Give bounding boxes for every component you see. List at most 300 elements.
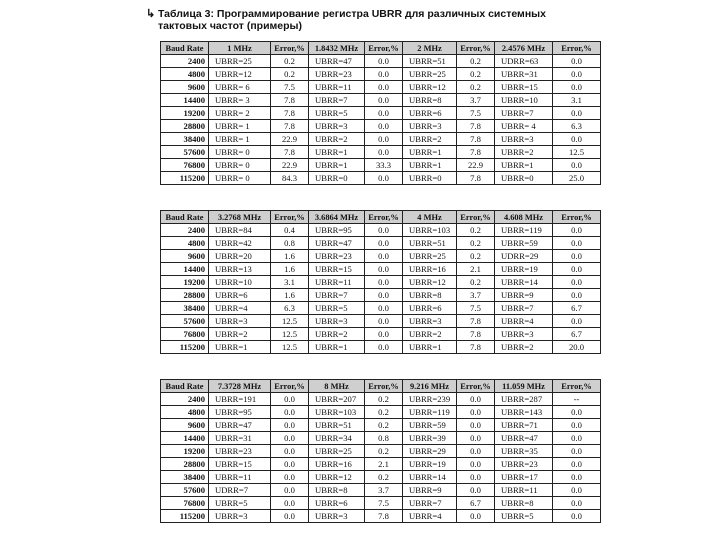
baud-rate-cell: 76800 — [161, 497, 209, 510]
error-cell: 0.2 — [365, 393, 403, 406]
ubrr-value-cell: UBRR=3 — [495, 133, 553, 146]
ubrr-value-cell: UBRR=95 — [209, 406, 271, 419]
ubrr-value-cell: UBRR=7 — [309, 289, 365, 302]
header-frequency: 11.059 MHz — [495, 380, 553, 393]
header-error: Error,% — [553, 211, 601, 224]
ubrr-value-cell: UBRR=8 — [309, 484, 365, 497]
ubrr-value-cell: UBRR=42 — [209, 237, 271, 250]
header-row — [161, 42, 601, 55]
baud-rate-cell: 115200 — [161, 510, 209, 523]
error-cell: 0.0 — [457, 432, 495, 445]
header-frequency: 8 MHz — [309, 380, 365, 393]
ubrr-value-cell: UBRR=47 — [309, 237, 365, 250]
error-cell: 0.0 — [553, 419, 601, 432]
ubrr-value-cell: UBRR=51 — [309, 419, 365, 432]
header-error: Error,% — [553, 380, 601, 393]
ubrr-value-cell: UBRR= 0 — [209, 146, 271, 159]
ubrr-value-cell: UBRR=3 — [209, 315, 271, 328]
ubrr-value-cell: UBRR=15 — [209, 458, 271, 471]
ubrr-value-cell: UBRR=15 — [495, 81, 553, 94]
error-cell: 12.5 — [553, 146, 601, 159]
baud-rate-cell: 76800 — [161, 328, 209, 341]
ubrr-value-cell: UBRR=95 — [309, 224, 365, 237]
error-cell: 0.0 — [271, 484, 309, 497]
error-cell: 0.0 — [553, 159, 601, 172]
error-cell: 0.0 — [365, 94, 403, 107]
header-error: Error,% — [365, 42, 403, 55]
error-cell: 0.0 — [365, 250, 403, 263]
error-cell: 6.3 — [271, 302, 309, 315]
baud-rate-cell: 14400 — [161, 432, 209, 445]
baud-rate-cell: 76800 — [161, 159, 209, 172]
error-cell: 0.0 — [271, 458, 309, 471]
error-cell: 0.2 — [271, 68, 309, 81]
table-row — [161, 419, 601, 432]
ubrr-value-cell: UBRR=23 — [309, 68, 365, 81]
ubrr-value-cell: UBRR=23 — [209, 445, 271, 458]
error-cell: 22.9 — [271, 133, 309, 146]
header-frequency: 3.6864 MHz — [309, 211, 365, 224]
error-cell: 0.0 — [365, 55, 403, 68]
error-cell: 0.0 — [457, 471, 495, 484]
error-cell: 0.0 — [271, 497, 309, 510]
ubrr-value-cell: UBRR=13 — [209, 263, 271, 276]
header-frequency: 9.216 MHz — [403, 380, 457, 393]
ubrr-value-cell: UBRR=1 — [403, 341, 457, 354]
ubrr-value-cell: UBRR=31 — [209, 432, 271, 445]
ubrr-value-cell: UBRR=1 — [209, 341, 271, 354]
error-cell: 0.0 — [365, 263, 403, 276]
ubrr-value-cell: UBRR=6 — [309, 497, 365, 510]
ubrr-value-cell: UBRR=103 — [309, 406, 365, 419]
baud-rate-cell: 115200 — [161, 341, 209, 354]
ubrr-table-1 — [160, 41, 601, 185]
ubrr-value-cell: UBRR=9 — [403, 484, 457, 497]
error-cell: 12.5 — [271, 341, 309, 354]
error-cell: 0.0 — [365, 68, 403, 81]
error-cell: 7.5 — [457, 302, 495, 315]
error-cell: 0.0 — [553, 237, 601, 250]
error-cell: 1.6 — [271, 250, 309, 263]
ubrr-value-cell: UBRR=25 — [403, 250, 457, 263]
baud-rate-cell: 4800 — [161, 406, 209, 419]
ubrr-value-cell: UBRR=1 — [495, 159, 553, 172]
error-cell: 7.8 — [457, 120, 495, 133]
error-cell: 33.3 — [365, 159, 403, 172]
error-cell: 3.7 — [365, 484, 403, 497]
error-cell: 7.8 — [457, 341, 495, 354]
baud-rate-cell: 57600 — [161, 146, 209, 159]
error-cell: 6.7 — [457, 497, 495, 510]
error-cell: 0.0 — [553, 445, 601, 458]
ubrr-value-cell: UBRR=3 — [309, 510, 365, 523]
error-cell: 25.0 — [553, 172, 601, 185]
error-cell: 7.8 — [271, 120, 309, 133]
ubrr-value-cell: UBRR=71 — [495, 419, 553, 432]
error-cell: -- — [553, 393, 601, 406]
error-cell: 0.0 — [553, 484, 601, 497]
ubrr-value-cell: UBRR=8 — [403, 94, 457, 107]
ubrr-value-cell: UBRR= 0 — [209, 159, 271, 172]
header-frequency: 3.2768 MHz — [209, 211, 271, 224]
header-error: Error,% — [553, 42, 601, 55]
table-row — [161, 276, 601, 289]
ubrr-value-cell: UBRR=59 — [495, 237, 553, 250]
ubrr-value-cell: UBRR=23 — [309, 250, 365, 263]
table-row — [161, 81, 601, 94]
table-row — [161, 341, 601, 354]
error-cell: 0.2 — [365, 419, 403, 432]
ubrr-value-cell: UBRR=14 — [495, 276, 553, 289]
error-cell: 20.0 — [553, 341, 601, 354]
ubrr-value-cell: UBRR=35 — [495, 445, 553, 458]
ubrr-value-cell: UBRR= 6 — [209, 81, 271, 94]
error-cell: 0.0 — [553, 471, 601, 484]
ubrr-value-cell: UBRR=0 — [403, 172, 457, 185]
baud-rate-cell: 2400 — [161, 224, 209, 237]
error-cell: 7.5 — [271, 81, 309, 94]
ubrr-value-cell: UBRR=0 — [309, 172, 365, 185]
header-baud-rate: Baud Rate — [161, 211, 209, 224]
header-row — [161, 211, 601, 224]
error-cell: 0.0 — [457, 393, 495, 406]
ubrr-value-cell: UBRR=59 — [403, 419, 457, 432]
ubrr-value-cell: UBRR=9 — [495, 289, 553, 302]
ubrr-value-cell: UBRR=84 — [209, 224, 271, 237]
ubrr-value-cell: UBRR=5 — [309, 107, 365, 120]
ubrr-value-cell: UBRR=19 — [495, 263, 553, 276]
error-cell: 1.6 — [271, 289, 309, 302]
error-cell: 0.0 — [365, 276, 403, 289]
ubrr-value-cell: UBRR=119 — [403, 406, 457, 419]
error-cell: 1.6 — [271, 263, 309, 276]
ubrr-value-cell: UBRR=0 — [495, 172, 553, 185]
ubrr-value-cell: UBRR=25 — [209, 55, 271, 68]
ubrr-value-cell: UBRR= 4 — [495, 120, 553, 133]
error-cell: 7.8 — [271, 107, 309, 120]
ubrr-value-cell: UBRR=3 — [209, 510, 271, 523]
table-row — [161, 133, 601, 146]
ubrr-value-cell: UBRR=7 — [495, 302, 553, 315]
table-row — [161, 510, 601, 523]
error-cell: 0.0 — [553, 497, 601, 510]
baud-rate-cell: 9600 — [161, 419, 209, 432]
error-cell: 0.0 — [365, 315, 403, 328]
bullet-icon: ↳ — [146, 8, 156, 20]
ubrr-value-cell: UBRR=1 — [403, 159, 457, 172]
table-row — [161, 497, 601, 510]
error-cell: 0.2 — [457, 81, 495, 94]
error-cell: 7.8 — [457, 133, 495, 146]
error-cell: 0.0 — [553, 315, 601, 328]
header-frequency: 4.608 MHz — [495, 211, 553, 224]
ubrr-value-cell: UBRR=47 — [495, 432, 553, 445]
error-cell: 0.0 — [271, 445, 309, 458]
error-cell: 0.0 — [365, 107, 403, 120]
ubrr-value-cell: UBRR= 0 — [209, 172, 271, 185]
baud-rate-cell: 9600 — [161, 250, 209, 263]
ubrr-value-cell: UBRR=10 — [209, 276, 271, 289]
error-cell: 0.0 — [271, 406, 309, 419]
ubrr-value-cell: UBRR=5 — [209, 497, 271, 510]
baud-rate-cell: 9600 — [161, 81, 209, 94]
baud-rate-cell: 19200 — [161, 107, 209, 120]
ubrr-value-cell: UBRR=11 — [309, 276, 365, 289]
error-cell: 0.0 — [553, 107, 601, 120]
error-cell: 0.4 — [271, 224, 309, 237]
ubrr-table-2 — [160, 210, 601, 354]
ubrr-value-cell: UBRR=3 — [309, 120, 365, 133]
baud-rate-cell: 28800 — [161, 120, 209, 133]
baud-rate-cell: 2400 — [161, 55, 209, 68]
ubrr-value-cell: UBRR=51 — [403, 55, 457, 68]
error-cell: 3.7 — [457, 289, 495, 302]
ubrr-value-cell: UBRR=191 — [209, 393, 271, 406]
table-row — [161, 458, 601, 471]
ubrr-value-cell: UBRR=8 — [403, 289, 457, 302]
header-error: Error,% — [271, 380, 309, 393]
ubrr-value-cell: UBRR=29 — [403, 445, 457, 458]
ubrr-value-cell: UBRR=11 — [209, 471, 271, 484]
ubrr-value-cell: UBRR=6 — [209, 289, 271, 302]
error-cell: 6.7 — [553, 328, 601, 341]
ubrr-value-cell: UBRR=17 — [495, 471, 553, 484]
error-cell: 0.0 — [365, 146, 403, 159]
baud-rate-cell: 115200 — [161, 172, 209, 185]
ubrr-value-cell: UBRR=1 — [403, 146, 457, 159]
header-frequency: 2.4576 MHz — [495, 42, 553, 55]
ubrr-value-cell: UBRR=5 — [495, 510, 553, 523]
error-cell: 0.0 — [271, 393, 309, 406]
ubrr-value-cell: UBRR=143 — [495, 406, 553, 419]
header-frequency: 4 MHz — [403, 211, 457, 224]
error-cell: 0.0 — [365, 237, 403, 250]
ubrr-value-cell: UBRR=4 — [495, 315, 553, 328]
ubrr-value-cell: UBRR=16 — [403, 263, 457, 276]
ubrr-value-cell: UBRR= 2 — [209, 107, 271, 120]
ubrr-value-cell: UBRR=4 — [403, 510, 457, 523]
error-cell: 0.0 — [365, 81, 403, 94]
ubrr-value-cell: UBRR=12 — [209, 68, 271, 81]
ubrr-table-3 — [160, 379, 601, 523]
error-cell: 0.0 — [365, 224, 403, 237]
error-cell: 2.1 — [457, 263, 495, 276]
error-cell: 0.0 — [553, 55, 601, 68]
error-cell: 7.8 — [457, 146, 495, 159]
error-cell: 0.0 — [553, 276, 601, 289]
error-cell: 0.0 — [457, 484, 495, 497]
error-cell: 6.7 — [553, 302, 601, 315]
header-error: Error,% — [365, 211, 403, 224]
error-cell: 0.0 — [553, 224, 601, 237]
error-cell: 7.8 — [457, 328, 495, 341]
error-cell: 0.0 — [365, 302, 403, 315]
error-cell: 0.0 — [457, 445, 495, 458]
ubrr-value-cell: UBRR=2 — [495, 146, 553, 159]
table-row — [161, 120, 601, 133]
ubrr-value-cell: UDRR=7 — [209, 484, 271, 497]
ubrr-value-cell: UBRR=47 — [209, 419, 271, 432]
error-cell: 0.0 — [553, 510, 601, 523]
header-baud-rate: Baud Rate — [161, 42, 209, 55]
error-cell: 7.8 — [457, 172, 495, 185]
error-cell: 0.0 — [553, 250, 601, 263]
error-cell: 84.3 — [271, 172, 309, 185]
error-cell: 0.0 — [553, 68, 601, 81]
ubrr-value-cell: UBRR=7 — [403, 497, 457, 510]
error-cell: 0.0 — [553, 289, 601, 302]
error-cell: 0.2 — [271, 55, 309, 68]
ubrr-value-cell: UBRR=1 — [309, 159, 365, 172]
baud-rate-cell: 2400 — [161, 393, 209, 406]
error-cell: 0.0 — [553, 432, 601, 445]
baud-rate-cell: 19200 — [161, 445, 209, 458]
table-row — [161, 445, 601, 458]
header-frequency: 1 MHz — [209, 42, 271, 55]
baud-rate-cell: 19200 — [161, 276, 209, 289]
error-cell: 0.0 — [457, 406, 495, 419]
ubrr-value-cell: UBRR=3 — [309, 315, 365, 328]
header-error: Error,% — [365, 380, 403, 393]
error-cell: 0.2 — [457, 276, 495, 289]
table-row — [161, 172, 601, 185]
error-cell: 0.0 — [457, 458, 495, 471]
error-cell: 0.0 — [553, 81, 601, 94]
ubrr-value-cell: UDRR=63 — [495, 55, 553, 68]
ubrr-value-cell: UBRR=103 — [403, 224, 457, 237]
ubrr-value-cell: UBRR=2 — [403, 133, 457, 146]
error-cell: 0.2 — [365, 406, 403, 419]
ubrr-value-cell: UBRR=2 — [309, 133, 365, 146]
ubrr-value-cell: UBRR=19 — [403, 458, 457, 471]
ubrr-value-cell: UBRR=239 — [403, 393, 457, 406]
error-cell: 0.0 — [553, 458, 601, 471]
ubrr-value-cell: UBRR=2 — [403, 328, 457, 341]
error-cell: 0.2 — [457, 237, 495, 250]
error-cell: 2.1 — [365, 458, 403, 471]
baud-rate-cell: 57600 — [161, 315, 209, 328]
table-row — [161, 159, 601, 172]
error-cell: 0.0 — [457, 419, 495, 432]
ubrr-value-cell: UBRR=6 — [403, 302, 457, 315]
error-cell: 0.0 — [271, 419, 309, 432]
error-cell: 0.0 — [365, 133, 403, 146]
ubrr-value-cell: UBRR=1 — [309, 341, 365, 354]
ubrr-value-cell: UBRR=14 — [403, 471, 457, 484]
table-row — [161, 224, 601, 237]
error-cell: 0.0 — [457, 510, 495, 523]
table-row — [161, 471, 601, 484]
table-row — [161, 315, 601, 328]
baud-rate-cell: 28800 — [161, 289, 209, 302]
error-cell: 0.0 — [365, 328, 403, 341]
table-row — [161, 302, 601, 315]
error-cell: 6.3 — [553, 120, 601, 133]
ubrr-value-cell: UBRR=34 — [309, 432, 365, 445]
ubrr-value-cell: UBRR=39 — [403, 432, 457, 445]
table-row — [161, 237, 601, 250]
ubrr-value-cell: UBRR=2 — [495, 341, 553, 354]
ubrr-value-cell: UBRR=25 — [403, 68, 457, 81]
ubrr-value-cell: UBRR=3 — [403, 120, 457, 133]
ubrr-value-cell: UBRR=287 — [495, 393, 553, 406]
baud-rate-cell: 57600 — [161, 484, 209, 497]
ubrr-value-cell: UBRR=47 — [309, 55, 365, 68]
error-cell: 0.2 — [365, 471, 403, 484]
ubrr-value-cell: UBRR=12 — [403, 276, 457, 289]
document-title — [146, 8, 628, 32]
table-row — [161, 393, 601, 406]
ubrr-value-cell: UBRR=25 — [309, 445, 365, 458]
error-cell: 0.0 — [365, 120, 403, 133]
table-row — [161, 328, 601, 341]
error-cell: 3.1 — [553, 94, 601, 107]
error-cell: 12.5 — [271, 328, 309, 341]
ubrr-value-cell: UBRR= 3 — [209, 94, 271, 107]
table-row — [161, 289, 601, 302]
error-cell: 0.8 — [271, 237, 309, 250]
error-cell: 22.9 — [271, 159, 309, 172]
baud-rate-cell: 38400 — [161, 302, 209, 315]
error-cell: 12.5 — [271, 315, 309, 328]
error-cell: 7.8 — [457, 315, 495, 328]
error-cell: 0.0 — [553, 133, 601, 146]
ubrr-value-cell: UBRR= 1 — [209, 133, 271, 146]
table-row — [161, 107, 601, 120]
ubrr-value-cell: UBRR=23 — [495, 458, 553, 471]
error-cell: 0.2 — [457, 250, 495, 263]
ubrr-value-cell: UBRR=8 — [495, 497, 553, 510]
table-row — [161, 55, 601, 68]
ubrr-value-cell: UBRR=15 — [309, 263, 365, 276]
ubrr-value-cell: UBRR=6 — [403, 107, 457, 120]
header-error: Error,% — [457, 211, 495, 224]
ubrr-value-cell: UBRR=16 — [309, 458, 365, 471]
ubrr-value-cell: UBRR=11 — [309, 81, 365, 94]
error-cell: 3.1 — [271, 276, 309, 289]
error-cell: 0.0 — [365, 289, 403, 302]
ubrr-value-cell: UBRR=7 — [309, 94, 365, 107]
error-cell: 0.0 — [271, 510, 309, 523]
baud-rate-cell: 14400 — [161, 94, 209, 107]
error-cell: 7.8 — [365, 510, 403, 523]
table-row — [161, 263, 601, 276]
ubrr-value-cell: UBRR=11 — [495, 484, 553, 497]
ubrr-value-cell: UBRR=51 — [403, 237, 457, 250]
ubrr-value-cell: UBRR=119 — [495, 224, 553, 237]
error-cell: 0.0 — [553, 406, 601, 419]
ubrr-value-cell: UBRR=12 — [309, 471, 365, 484]
table-row — [161, 406, 601, 419]
header-error: Error,% — [271, 211, 309, 224]
baud-rate-cell: 28800 — [161, 458, 209, 471]
header-frequency: 2 MHz — [403, 42, 457, 55]
ubrr-value-cell: UBRR=2 — [309, 328, 365, 341]
error-cell: 0.2 — [365, 445, 403, 458]
table-row — [161, 484, 601, 497]
ubrr-value-cell: UBRR=7 — [495, 107, 553, 120]
header-error: Error,% — [271, 42, 309, 55]
error-cell: 0.8 — [365, 432, 403, 445]
error-cell: 22.9 — [457, 159, 495, 172]
ubrr-value-cell: UDRR=29 — [495, 250, 553, 263]
ubrr-value-cell: UBRR=4 — [209, 302, 271, 315]
baud-rate-cell: 38400 — [161, 471, 209, 484]
error-cell: 0.0 — [365, 341, 403, 354]
baud-rate-cell: 14400 — [161, 263, 209, 276]
table-row — [161, 250, 601, 263]
error-cell: 0.0 — [271, 471, 309, 484]
